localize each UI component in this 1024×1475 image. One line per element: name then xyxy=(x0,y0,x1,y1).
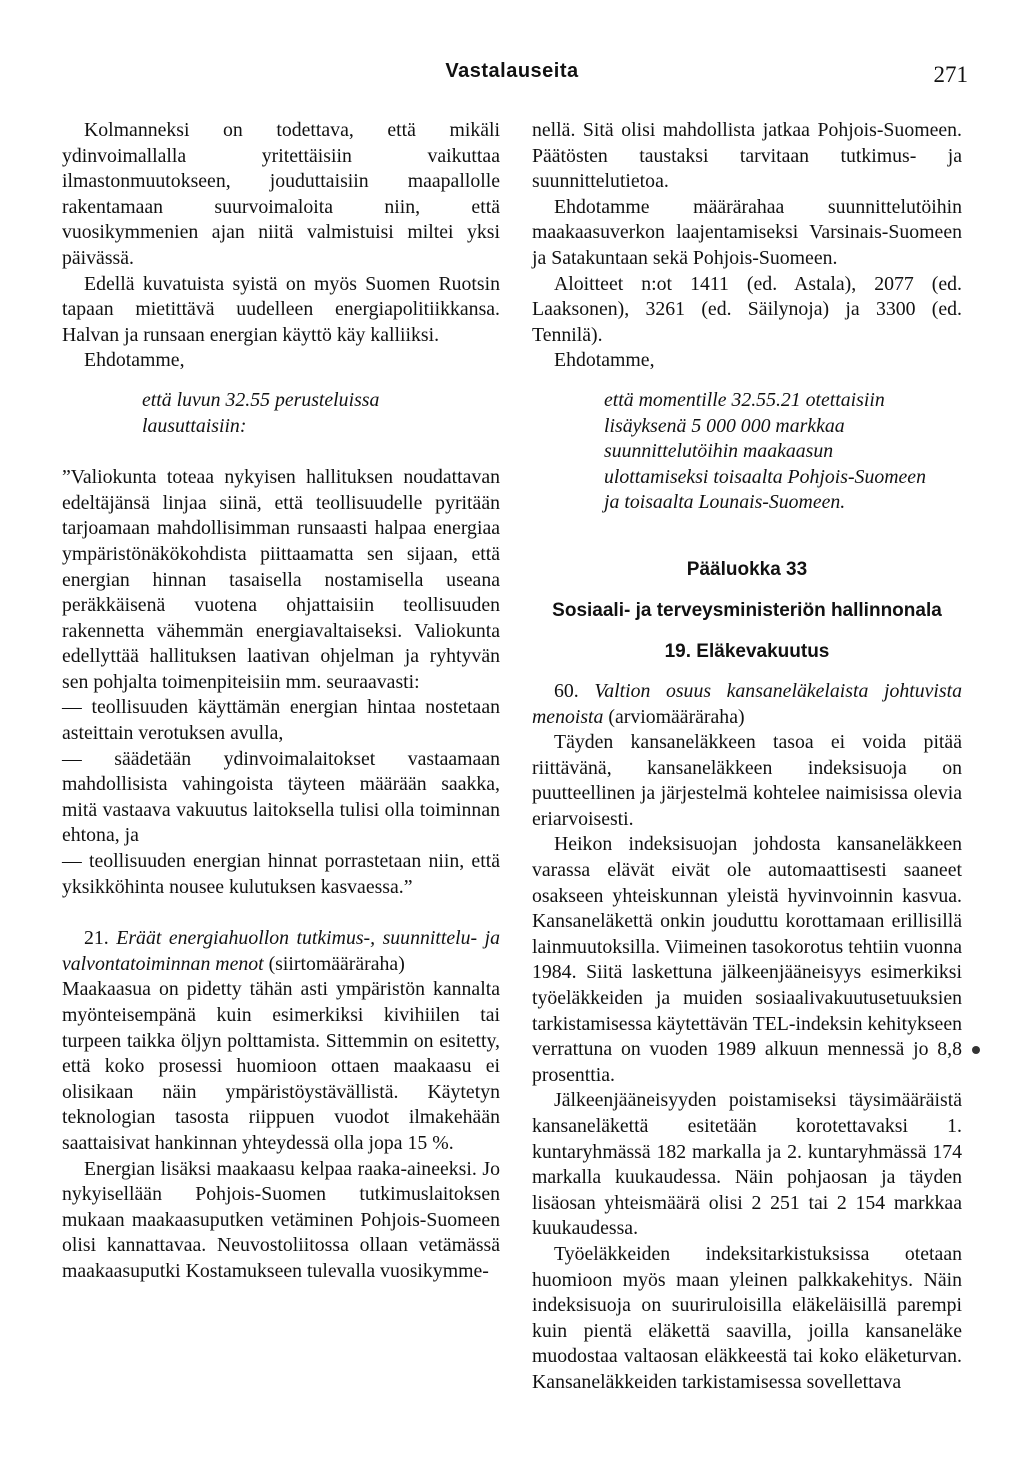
item-number: 21. xyxy=(84,927,109,950)
initiatives-paragraph: Aloitteet n:ot 1411 (ed. Astala), 2077 (ed. Laaksonen), 3261 (ed. Säilynoja) ja 3300 (ed. Tennilä). xyxy=(532,272,962,346)
committee-quote xyxy=(62,465,500,900)
paragraph: Kolmanneksi on todettava, että mikäli ydinvoimallalla yritettäisiin vaikuttaa ilmastonmuutokseen, jouduttaisiin maapallolle rakentamaan suurvoimaloita niin, että vuosikymmenien ajan niitä valmistuisi miltei yksi päivässä. xyxy=(62,119,500,269)
item-title: Eräät energiahuollon tutkimus-, suunnittelu- ja valvontatoiminnan menot xyxy=(62,927,500,975)
budget-item-21 xyxy=(62,926,500,977)
paragraph: Maakaasua on pidetty tähän asti ympäristön kannalta myönteisempänä kuin esimerkiksi kivihiilen tai turpeen taikka öljyn polttamista. Sittemmin on esitetty, että koko prosessi huomioon ottaen maakaasu ei olisikaan näin ympäristöystävällistä. Käytetyn teknologian tasosta riippuen vuodot ilmakehään saattaisivat hankinnan yhteydessä olla jopa 15 %. xyxy=(62,978,500,1154)
paragraph: Jälkeenjääneisyyden poistamiseksi täysimääräistä kansaneläkettä esitetään korotettavaksi 1. kuntaryhmässä 182 markalla ja 2. kuntaryhmässä 174 markalla kuukaudessa. Näin pohjaosan ja täyden lisäosan yhteismäärä olisi 2 251 tai 2 154 markkaa kuukaudessa. xyxy=(532,1089,962,1240)
proposes-label: Ehdotamme, xyxy=(554,349,655,372)
paragraph: Ehdotamme määrärahaa suunnittelutöihin maakaasuverkon laajentamiseksi Varsinais-Suomeen ja Satakuntaan sekä Pohjois-Suomeen. xyxy=(532,195,962,269)
budget-item-60 xyxy=(532,679,962,730)
item-number: 60. xyxy=(554,679,579,702)
paragraph: Energian lisäksi maakaasu kelpaa raaka-aineeksi. Jo nykyisellään Pohjois-Suomen tutkimuslaitoksen mukaan maakaasuputken vetäminen Pohjois-Suomeen olisi kannattavaa. Neuvostoliitossa ollaan vetämässä maakaasuputki Kostamukseen tulevalla vuosikymme- xyxy=(62,1157,500,1282)
item-title: Valtion osuus kansaneläkelaista johtuvista menoista xyxy=(532,679,962,728)
item-suffix: (siirtomääräraha) xyxy=(268,952,405,975)
chapter-heading: 19. Eläkevakuutus xyxy=(664,640,830,662)
quote-intro: ”Valiokunta toteaa nykyisen hallituksen noudattavan edeltäjänsä linjaa siinä, että teollisuudelle pyritään tarjoamaan mahdollisimman runsaasti halpaa energiaa ympäristönäkökohdista piittaamatta sen sijaan, että energian hinnan tasaisella nostamisella useana peräkkäisenä vuotena ohjattaisiin teollisuuden rakennetta vähemmän energiavaltaiseksi. Valiokunta edellyttää hallituksen laativan ohjelman ja ryhtyvän sen pohjalta toimenpiteisiin mm. seuraavasti: xyxy=(62,466,500,693)
paragraph: Työeläkkeiden indeksitarkistuksissa otetaan huomioon myös maan yleinen palkkakehitys. Näin indeksisuoja on suuriruloisilla eläkeläisillä parempi kuin pientä eläkettä saavilla, joilla kansaneläke muodostaa valtaosan eläkkeestä tai koko eläketurvan. Kansaneläkkeiden tarkistamisessa sovellettava xyxy=(532,1242,962,1393)
item-suffix: (arviomääräraha) xyxy=(608,705,745,728)
page-number: 271 xyxy=(933,62,968,87)
paragraph: nellä. Sitä olisi mahdollista jatkaa Pohjois-Suomeen. Päätösten taustaksi tarvitaan tutkimus- ja suunnittelutietoa. xyxy=(532,119,962,193)
ministry-heading: Sosiaali- ja terveysministeriön hallinnonala xyxy=(552,599,942,621)
proposes-label: Ehdotamme, xyxy=(84,349,185,372)
main-class-heading: Pääluokka 33 xyxy=(686,558,808,580)
margin-dot-mark xyxy=(972,1046,980,1054)
proposal-text: että momentille 32.55.21 otettaisiin lisäyksenä 5 000 000 markkaa suunnittelutöihin maakaasun ulottamiseksi toisaalta Pohjois-Suomeen ja toisaalta Lounais-Suomeen. xyxy=(604,388,926,514)
running-header: Vastalauseita xyxy=(445,60,579,82)
paragraph: Heikon indeksisuojan johdosta kansaneläkkeen varassa elävät eivät ole automaattisesti saaneet osakseen yhteiskunnan yleistä hyvinvoinnin kasvua. Kansaneläkettä onkin jouduttu korottamaan erillisillä lainmuutoksilla. Viimeinen tasokorotus tehtiin vuonna 1984. Siitä laskettuna jälkeenjääneisyys esimerkiksi työeläkkeiden ja muiden sosiaalivakuutusetuuksien tarkistamisessa käytettävän TEL-indeksin kehitykseen verrattuna on vuoden 1989 alkuun mennessä jo 8,8 prosenttia. xyxy=(532,833,962,1086)
quote-dash-item: — teollisuuden käyttämän energian hintaa nostetaan asteittain verotuksen avulla, xyxy=(62,696,500,745)
paragraph: Edellä kuvatuista syistä on myös Suomen Ruotsin tapaan mietittävä uudelleen energiapolitiikkansa. Halvan ja runsaan energian käyttö käy kalliiksi. xyxy=(62,272,500,346)
right-column xyxy=(532,118,962,1396)
proposal-text: että luvun 32.55 perusteluissa lausuttaisiin: xyxy=(142,388,380,437)
left-column xyxy=(62,118,500,1285)
quote-dash-item: — säädetään ydinvoimalaitokset vastaamaan mahdollisista vahingoista täyteen määrään saakka, mitä vastaava vakuutus laitoksella tulisi olla toiminnan ehtona, ja xyxy=(62,747,500,847)
paragraph: Täyden kansaneläkkeen tasoa ei voida pitää riittävänä, kansaneläkkeen indeksisuoja on puutteellinen ja järjestelmä kohtelee naimisissa olevia eriarvoisesti. xyxy=(532,731,962,830)
quote-dash-item: — teollisuuden energian hinnat porrastetaan niin, että yksikköhinta nousee kulutuksen kasvaessa.” xyxy=(62,850,500,898)
